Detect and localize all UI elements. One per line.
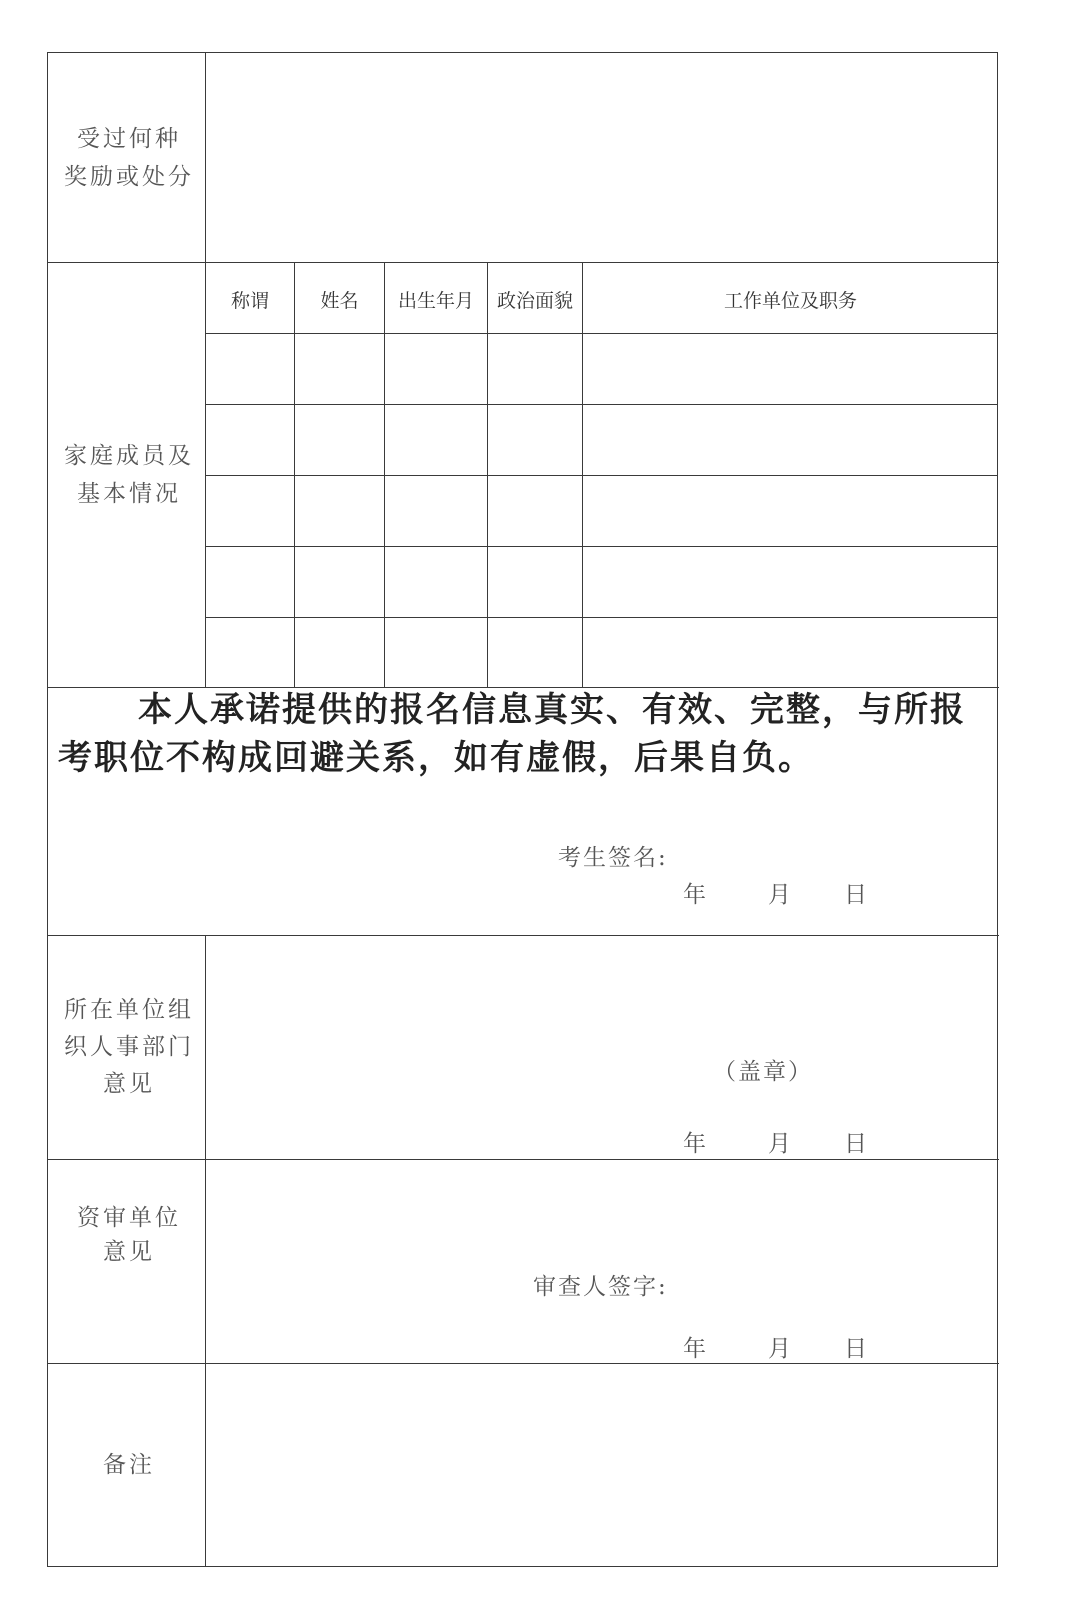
rewards-label [48, 53, 210, 262]
pledge-text: 本人承诺提供的报名信息真实、有效、完整，与所报考职位不构成回避关系，如有虚假，后果自负。 [58, 690, 966, 778]
family-row-divider-4 [206, 617, 998, 618]
unit-opinion-area[interactable] [206, 936, 998, 1159]
rewards-label-line1: 受过何种 [77, 125, 181, 152]
rewards-label-line2: 奖励或处分 [64, 163, 194, 190]
family-row-divider-2 [206, 475, 998, 476]
unit-date-year: 年 [683, 1131, 706, 1157]
review-date-year: 年 [683, 1336, 706, 1362]
review-opinion-label [48, 1160, 210, 1310]
rewards-input-area[interactable] [206, 53, 998, 262]
family-header-political: 政治面貌 [496, 289, 573, 312]
review-date-month: 月 [768, 1336, 791, 1362]
remarks-label-text: 备注 [103, 1452, 155, 1478]
review-opinion-label-line2: 意见 [103, 1239, 155, 1265]
remarks-area[interactable] [206, 1364, 998, 1566]
unit-date-month: 月 [768, 1131, 791, 1157]
family-header-name: 姓名 [320, 289, 359, 312]
unit-opinion-label [48, 936, 210, 1159]
family-header-relation: 称谓 [230, 289, 269, 312]
family-header-workplace: 工作单位及职务 [723, 289, 857, 312]
family-label [48, 263, 210, 687]
review-date-day: 日 [844, 1336, 867, 1362]
review-opinion-area[interactable] [206, 1160, 998, 1363]
family-members-table [206, 263, 998, 687]
unit-opinion-label-line3: 意见 [103, 1071, 155, 1097]
pledge-date-day: 日 [844, 882, 867, 908]
family-row-divider-3 [206, 546, 998, 547]
unit-date-day: 日 [844, 1131, 867, 1157]
family-label-line2: 基本情况 [77, 481, 181, 507]
candidate-signature-label[interactable]: 考生签名: [558, 845, 668, 871]
reviewer-signature-label[interactable]: 审查人签字: [533, 1274, 668, 1300]
review-opinion-label-line1: 资审单位 [77, 1205, 181, 1231]
unit-opinion-label-line2: 织人事部门 [64, 1034, 194, 1060]
family-label-line1: 家庭成员及 [64, 443, 194, 469]
pledge-date-year: 年 [683, 882, 706, 908]
unit-opinion-label-line1: 所在单位组 [64, 997, 194, 1023]
registration-form-table [47, 52, 998, 1567]
remarks-label [48, 1364, 210, 1566]
seal-label: （盖章） [713, 1059, 813, 1085]
family-header-birth: 出生年月 [397, 289, 474, 312]
pledge-date-month: 月 [768, 882, 791, 908]
family-row-divider-1 [206, 404, 998, 405]
